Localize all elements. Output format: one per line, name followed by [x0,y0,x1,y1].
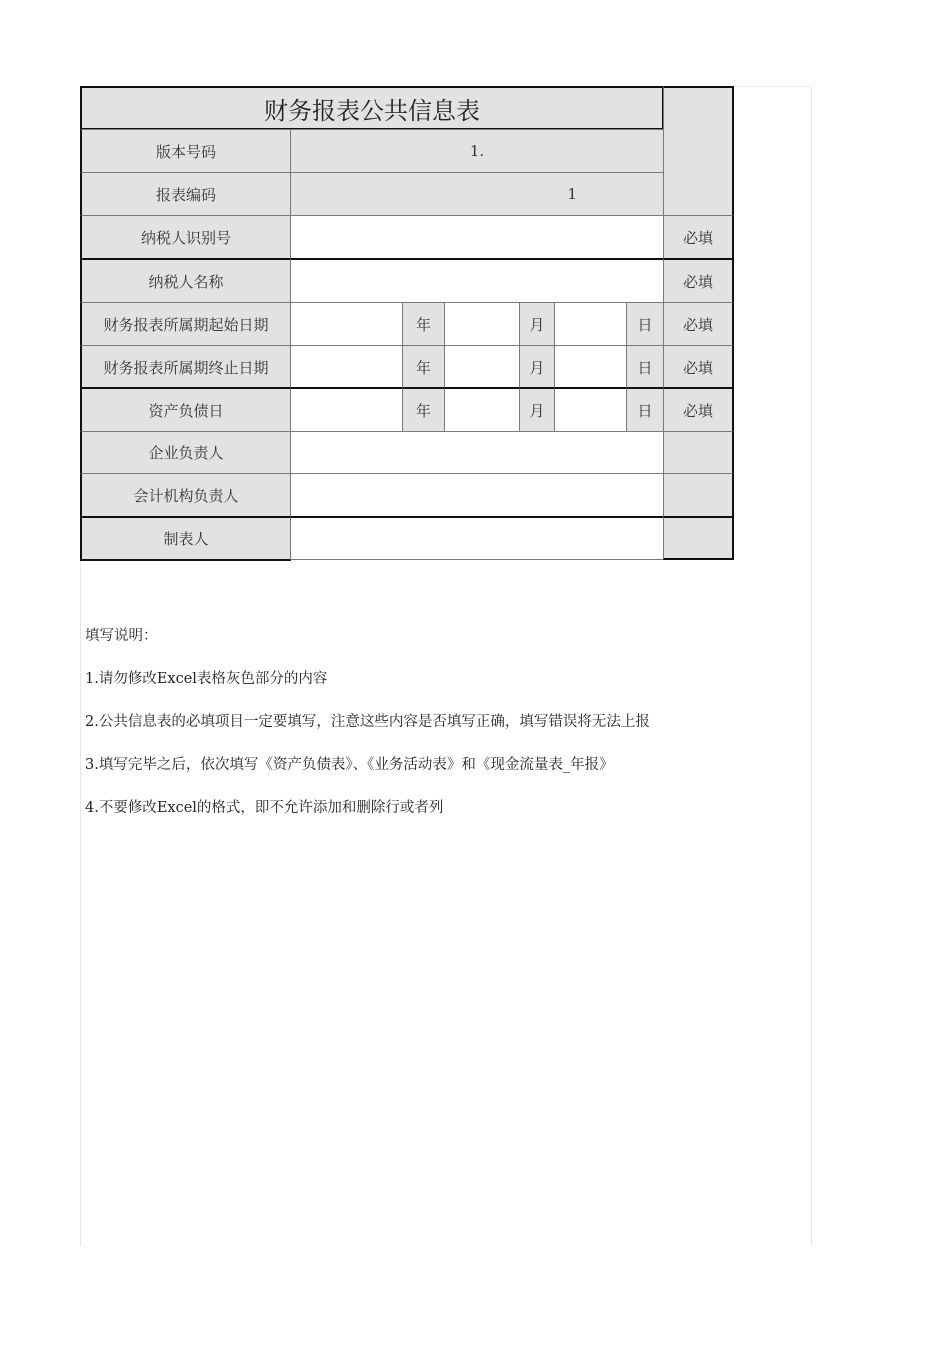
taxpayer-name-input[interactable] [290,258,664,303]
period-end-required: 必填 [663,345,734,389]
period-start-required: 必填 [663,302,734,346]
form-title: 财务报表公共信息表 [80,86,664,130]
period-end-month-input[interactable] [444,345,520,389]
balance-date-year-unit: 年 [402,387,445,432]
period-start-year-input[interactable] [290,302,403,346]
period-start-month-input[interactable] [444,302,520,346]
instruction-item-2: 2.公共信息表的必填项目一定要填写，注意这些内容是否填写正确，填写错误将无法上报 [85,714,650,730]
taxpayer-id-input[interactable] [290,215,664,259]
balance-date-month-input[interactable] [444,387,520,432]
report-code-label: 报表编码 [80,172,291,216]
period-end-label: 财务报表所属期终止日期 [80,345,291,389]
period-end-year-unit: 年 [402,345,445,389]
accounting-head-input[interactable] [290,473,664,517]
legal-rep-label: 企业负责人 [80,431,291,474]
preparer-label: 制表人 [80,516,291,561]
accounting-head-flag-cell [663,473,734,517]
legal-rep-flag-cell [663,431,734,474]
period-start-year-unit: 年 [402,302,445,346]
instructions [85,626,650,841]
version-label: 版本号码 [80,129,291,173]
period-start-month-unit: 月 [519,302,555,346]
period-end-day-unit: 日 [626,345,664,389]
period-end-year-input[interactable] [290,345,403,389]
period-end-month-unit: 月 [519,345,555,389]
balance-date-label: 资产负债日 [80,387,291,432]
taxpayer-id-required: 必填 [663,215,734,259]
preparer-input[interactable] [290,516,664,560]
taxpayer-name-required: 必填 [663,258,734,303]
period-start-label: 财务报表所属期起始日期 [80,302,291,346]
balance-date-month-unit: 月 [519,387,555,432]
period-start-day-unit: 日 [626,302,664,346]
preparer-flag-cell [663,516,734,560]
period-start-day-input[interactable] [554,302,627,346]
balance-date-required: 必填 [663,387,734,432]
version-value: 1. [290,129,664,173]
side-gray-block [663,86,734,216]
balance-date-year-input[interactable] [290,387,403,432]
balance-date-day-input[interactable] [554,387,627,432]
instruction-item-3: 3.填写完毕之后，依次填写《资产负债表》、《业务活动表》和《现金流量表_年报》 [85,757,614,773]
instruction-item-1: 1.请勿修改Excel表格灰色部分的内容 [85,671,328,687]
taxpayer-name-label: 纳税人名称 [80,258,291,303]
report-code-value: 1 [290,172,664,216]
instruction-item-4: 4.不要修改Excel的格式，即不允许添加和删除行或者列 [85,800,444,816]
instructions-heading: 填写说明： [85,628,158,644]
balance-date-day-unit: 日 [626,387,664,432]
accounting-head-label: 会计机构负责人 [80,473,291,517]
taxpayer-id-label: 纳税人识别号 [80,215,291,259]
period-end-day-input[interactable] [554,345,627,389]
legal-rep-input[interactable] [290,431,664,474]
